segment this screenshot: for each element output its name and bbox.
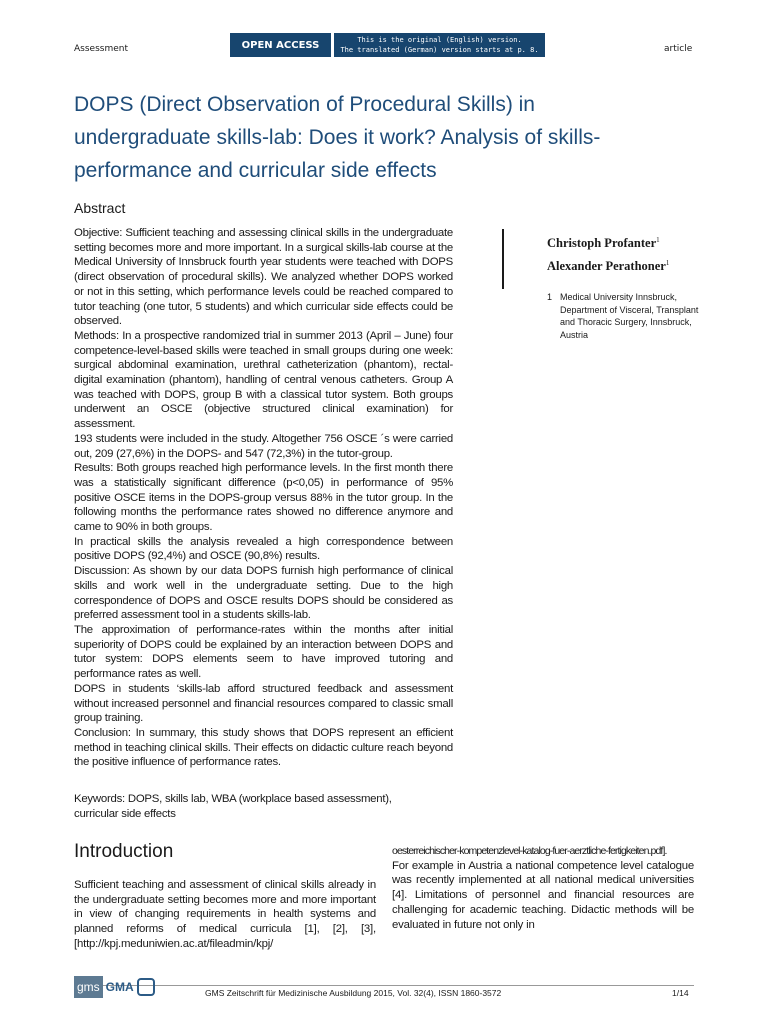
journal-citation: GMS Zeitschrift für Medizinische Ausbildung 2015, Vol. 32(4), ISSN 1860-3572	[205, 988, 502, 998]
abstract-paragraph: Discussion: As shown by our data DOPS furnish high performance of clinical skills and work well in the undergraduate setting. Due to the high correspondence of DOPS and OSCE results DOPS should be considered as preferred assessment tool in a students skills-lab.	[74, 565, 453, 622]
abstract-paragraph: Methods: In a prospective randomized trial in summer 2013 (April – June) four competence-level-based skills were teached in small groups during one week: surgical abdominal examination, urethral catheterization (phantom), rectal-digital examination (phantom), handling of central venous catheters. Group A was teached with DOPS, group B with a classical tutor system. Both groups underwent an OSCE (objective structured clinical examination) for assessment.	[74, 329, 453, 431]
abstract-paragraph: Conclusion: In summary, this study shows that DOPS represent an efficient method in teaching clinical skills. Their effects on didactic culture reach beyond the positive influence of performance rates.	[74, 726, 453, 769]
page-number: 1/14	[672, 988, 689, 998]
gms-logo-text: gms	[74, 976, 103, 998]
keywords	[74, 792, 453, 821]
abstract-paragraph: 193 students were included in the study. Altogether 756 OSCE ´s were carried out, 209 (27,6%) in the DOPS- and 547 (72,3%) in the tutor-group.	[74, 432, 453, 460]
gma-logo-icon	[137, 978, 155, 996]
abstract-paragraph: DOPS in students ‘skills-lab afford structured feedback and assessment without increased personnel and financial resources compared to classic small group training.	[74, 682, 453, 725]
keywords-line: curricular side effects	[74, 807, 176, 820]
affiliation-number: 1	[547, 292, 553, 302]
author-name: Christoph Profanter$^1$	[547, 236, 660, 251]
abstract-paragraph: In practical skills the analysis revealed a high correspondence between positive DOPS (92,4%) and OSCE (90,8%) results.	[74, 535, 453, 563]
open-access-badge: OPEN ACCESS	[230, 33, 331, 57]
keywords-line: Keywords: DOPS, skills lab, WBA (workplace based assessment),	[74, 793, 392, 805]
paper-title: DOPS (Direct Observation of Procedural Skills) in undergraduate skills-lab: Does it work? Analysis of skills-performance and curricular side effects	[74, 93, 601, 182]
original-version-line: This is the original (English) version.	[357, 36, 522, 44]
abstract-paragraph: Objective: Sufficient teaching and assessing clinical skills in the undergraduate setting becomes more and more important. In a surgical skills-lab course at the Medical University of Innsbruck fourth year students were teached with DOPS (direct observation of procedural skills). We analyzed whether DOPS worked or not in this setting, which performance levels could be reached compared to tutor teaching (one tutor, 5 students) and which curricular side effects could be observed.	[74, 227, 453, 328]
introduction-right-column	[392, 844, 694, 932]
author-list	[547, 230, 669, 276]
affiliation-marker: 1	[656, 236, 660, 244]
reference-url: oesterreichischer-kompetenzlevel-katalog-fuer-aerztliche-fertigkeiten.pdf].	[392, 845, 667, 857]
gms-gma-logo	[74, 973, 186, 1001]
author-divider	[502, 229, 504, 289]
abstract-paragraph: Results: Both groups reached high performance levels. In the first month there was a statistically significant difference (p<0,05) in performance of 95% positive OSCE items in the DOPS-group versus 88% in the tutor group. In the following months the performance rates showed no difference anymore and came to 90% in both groups.	[74, 462, 453, 534]
introduction-left-column: Sufficient teaching and assessment of clinical skills already in the undergraduate setting becomes more and more important in view of changing requirements in health systems and planned reforms of medical curricula [1], [2], [3], [http://kpj.meduniwien.ac.at/fileadmin/kpj/	[74, 879, 376, 950]
affiliation-text: Medical University Innsbruck, Department of Visceral, Transplant and Thoracic Surgery, Innsbruck, Austria	[560, 292, 699, 340]
introduction-paragraph: For example in Austria a national competence level catalogue was recently implemented at all national medical universities [4]. Limitations of personnel and financial resources are challenging for academic teaching. Didactic methods will be evaluated in future not only in	[392, 859, 694, 931]
section-label: Assessment	[74, 44, 128, 54]
introduction-heading: Introduction	[74, 841, 174, 862]
article-type-label: article	[664, 44, 693, 54]
affiliation-marker: 1	[665, 259, 670, 268]
translated-version-line: The translated (German) version starts at p. 8.	[340, 46, 539, 54]
abstract-paragraph: The approximation of performance-rates within the months after initial superiority of DOPS could be explained by an interaction between DOPS and tutor system: DOPS elements seem to have improved tutoring and performance rates as well.	[74, 623, 453, 681]
abstract-heading: Abstract	[74, 200, 126, 216]
author-name: Alexander Perathoner$^1$	[547, 259, 670, 274]
gma-logo-text: GMA	[105, 980, 134, 994]
abstract-body	[74, 226, 453, 770]
original-version-notice	[334, 33, 545, 57]
